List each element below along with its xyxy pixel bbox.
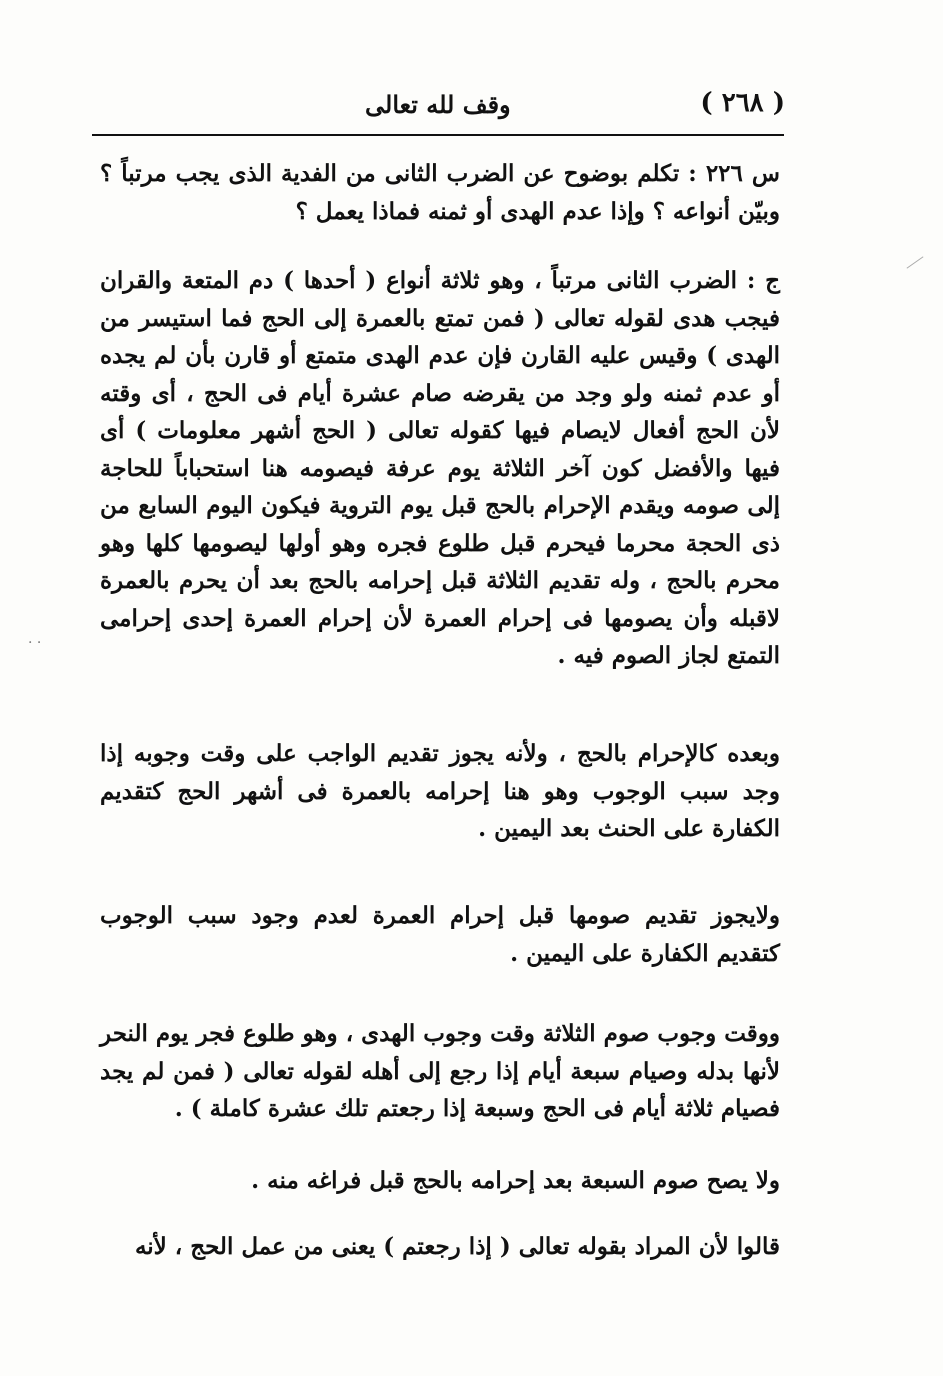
question-text: س ٢٢٦ : تكلم بوضوح عن الضرب الثانى من الفدية الذى يجب مرتباً ؟ وبيّن أنواعه ؟ وإذا عدم الهدى أو ثمنه فماذا يعمل ؟ [100, 160, 780, 225]
page-header [95, 88, 785, 128]
margin-mark [907, 256, 924, 268]
question-paragraph [100, 155, 780, 230]
paragraph-text: ووقت وجوب صوم الثلاثة وقت وجوب الهدى ، وهو طلوع فجر يوم النحر لأنها بدله وصيام سبعة أيام إذا رجع إلى أهله لقوله تعالى ( فمن لم يجد فصيام ثلاثة أيام فى الحج وسبعة إذا رجعتم تلك عشرة كاملة ) . [100, 1020, 780, 1122]
body-paragraph [100, 1162, 780, 1200]
margin-dots: · · [28, 635, 42, 651]
header-rule [92, 134, 784, 136]
paragraph-text: ولايجوز تقديم صومها قبل إحرام العمرة لعدم وجود سبب الوجوب كتقديم الكفارة على اليمين . [100, 902, 780, 967]
page-number: ( ٢٦٨ ) [700, 88, 785, 118]
body-paragraph [100, 897, 780, 972]
body-paragraph [100, 735, 780, 848]
paragraph-text: ولا يصح صوم السبعة بعد إحرامه بالحج قبل فراغه منه . [251, 1167, 780, 1194]
running-title: وقف لله تعالى [365, 90, 511, 119]
body-paragraph [100, 1015, 780, 1128]
answer-paragraph [100, 262, 780, 675]
paragraph-text: وبعده كالإحرام بالحج ، ولأنه يجوز تقديم الواجب على وقت وجوبه إذا وجد سبب الوجوب وهو هنا إحرامه بالعمرة فى أشهر الحج كتقديم الكفارة على الحنث بعد اليمين . [100, 740, 780, 842]
body-paragraph [100, 1228, 780, 1266]
paragraph-text: قالوا لأن المراد بقوله تعالى ( إذا رجعتم ) يعنى من عمل الحج ، لأنه [134, 1233, 780, 1260]
answer-text: ج : الضرب الثانى مرتباً ، وهو ثلاثة أنواع ( أحدها ) دم المتعة والقران فيجب هدى لقوله تعالى ( فمن تمتع بالعمرة إلى الحج فما استيسر من الهدى ) وقيس عليه القارن فإن عدم الهدى متمتع أو قارن بأن لم يجده أو عدم ثمنه ولو وجد من يقرضه صام عشرة أيام فى الحج ، أى وقته لأن الحج أفعال لايصام فيها كقوله تعالى ( الحج أشهر معلومات ) أى فيها والأفضل كون آخر الثلاثة يوم عرفة فيصومه هنا استحباباً للحاجة إلى صومه ويقدم الإحرام بالحج قبل يوم التروية فيكون اليوم السابع من ذى الحجة محرما فيحرم قبل طلوع فجره وهو أولها ليصومها كلها وهو محرم بالحج ، وله تقديم الثلاثة قبل إحرامه بالحج بعد أن يحرم بالعمرة لاقبله وأن يصومها فى إحرام العمرة لأن إحرام العمرة إحدى إحرامى التمتع لجاز الصوم فيه . [100, 267, 780, 669]
